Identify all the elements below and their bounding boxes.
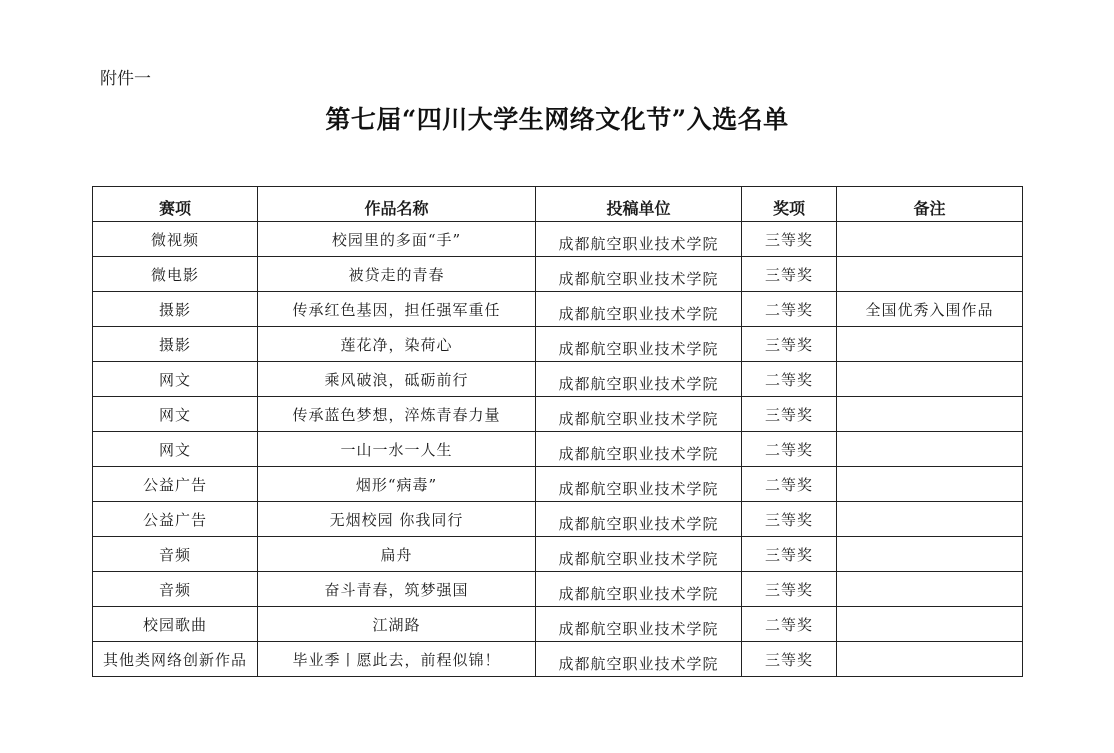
table-row xyxy=(93,502,1023,537)
table-header xyxy=(93,187,1023,222)
cell-award: 二等奖 xyxy=(742,432,837,467)
cell-remarks xyxy=(837,222,1023,257)
cell-work-title: 扁舟 xyxy=(258,537,536,572)
table-row xyxy=(93,642,1023,677)
cell-submitting-unit: 成都航空职业技术学院 xyxy=(536,362,742,397)
cell-remarks: 全国优秀入围作品 xyxy=(837,292,1023,327)
cell-award: 二等奖 xyxy=(742,292,837,327)
cell-award: 三等奖 xyxy=(742,327,837,362)
table-row xyxy=(93,292,1023,327)
cell-remarks xyxy=(837,397,1023,432)
winners-table xyxy=(92,186,1023,677)
cell-remarks xyxy=(837,467,1023,502)
cell-category: 摄影 xyxy=(93,327,258,362)
cell-submitting-unit: 成都航空职业技术学院 xyxy=(536,502,742,537)
cell-category: 音频 xyxy=(93,572,258,607)
cell-submitting-unit: 成都航空职业技术学院 xyxy=(536,642,742,677)
cell-remarks xyxy=(837,572,1023,607)
cell-work-title: 无烟校园 你我同行 xyxy=(258,502,536,537)
header-row xyxy=(93,187,1023,222)
table-row xyxy=(93,327,1023,362)
cell-category: 公益广告 xyxy=(93,467,258,502)
table-row xyxy=(93,572,1023,607)
table-row xyxy=(93,432,1023,467)
cell-category: 校园歌曲 xyxy=(93,607,258,642)
cell-category: 其他类网络创新作品 xyxy=(93,642,258,677)
cell-submitting-unit: 成都航空职业技术学院 xyxy=(536,397,742,432)
table-row xyxy=(93,537,1023,572)
cell-work-title: 校园里的多面“手” xyxy=(258,222,536,257)
cell-category: 音频 xyxy=(93,537,258,572)
cell-work-title: 毕业季丨愿此去，前程似锦！ xyxy=(258,642,536,677)
cell-work-title: 传承蓝色梦想，淬炼青春力量 xyxy=(258,397,536,432)
column-header-work-title: 作品名称 xyxy=(258,187,536,222)
cell-submitting-unit: 成都航空职业技术学院 xyxy=(536,327,742,362)
column-header-remarks: 备注 xyxy=(837,187,1023,222)
table-row xyxy=(93,257,1023,292)
cell-remarks xyxy=(837,257,1023,292)
cell-remarks xyxy=(837,642,1023,677)
cell-work-title: 奋斗青春，筑梦强国 xyxy=(258,572,536,607)
cell-submitting-unit: 成都航空职业技术学院 xyxy=(536,572,742,607)
column-header-submitting-unit: 投稿单位 xyxy=(536,187,742,222)
attachment-label: 附件一 xyxy=(100,69,151,89)
cell-remarks xyxy=(837,432,1023,467)
cell-remarks xyxy=(837,327,1023,362)
cell-submitting-unit: 成都航空职业技术学院 xyxy=(536,222,742,257)
cell-submitting-unit: 成都航空职业技术学院 xyxy=(536,432,742,467)
cell-work-title: 传承红色基因，担任强军重任 xyxy=(258,292,536,327)
cell-work-title: 莲花净，染荷心 xyxy=(258,327,536,362)
cell-category: 微电影 xyxy=(93,257,258,292)
cell-category: 摄影 xyxy=(93,292,258,327)
cell-remarks xyxy=(837,502,1023,537)
cell-work-title: 乘风破浪，砥砺前行 xyxy=(258,362,536,397)
cell-award: 三等奖 xyxy=(742,502,837,537)
cell-category: 网文 xyxy=(93,397,258,432)
cell-category: 网文 xyxy=(93,432,258,467)
cell-remarks xyxy=(837,537,1023,572)
table-row xyxy=(93,397,1023,432)
cell-award: 二等奖 xyxy=(742,362,837,397)
cell-submitting-unit: 成都航空职业技术学院 xyxy=(536,257,742,292)
cell-remarks xyxy=(837,607,1023,642)
cell-category: 网文 xyxy=(93,362,258,397)
table-body xyxy=(93,222,1023,677)
cell-award: 二等奖 xyxy=(742,607,837,642)
column-header-category: 赛项 xyxy=(93,187,258,222)
cell-award: 三等奖 xyxy=(742,642,837,677)
cell-category: 公益广告 xyxy=(93,502,258,537)
cell-award: 三等奖 xyxy=(742,222,837,257)
cell-award: 三等奖 xyxy=(742,572,837,607)
cell-work-title: 一山一水一人生 xyxy=(258,432,536,467)
cell-submitting-unit: 成都航空职业技术学院 xyxy=(536,467,742,502)
table-row xyxy=(93,607,1023,642)
cell-award: 三等奖 xyxy=(742,257,837,292)
cell-award: 三等奖 xyxy=(742,397,837,432)
cell-submitting-unit: 成都航空职业技术学院 xyxy=(536,292,742,327)
cell-work-title: 被贷走的青春 xyxy=(258,257,536,292)
cell-remarks xyxy=(837,362,1023,397)
document-title: 第七届“四川大学生网络文化节”入选名单 xyxy=(325,105,789,134)
cell-work-title: 烟形“病毒” xyxy=(258,467,536,502)
table-row xyxy=(93,362,1023,397)
cell-work-title: 江湖路 xyxy=(258,607,536,642)
table-row xyxy=(93,467,1023,502)
cell-award: 三等奖 xyxy=(742,537,837,572)
cell-category: 微视频 xyxy=(93,222,258,257)
cell-submitting-unit: 成都航空职业技术学院 xyxy=(536,537,742,572)
column-header-award: 奖项 xyxy=(742,187,837,222)
table-row xyxy=(93,222,1023,257)
cell-submitting-unit: 成都航空职业技术学院 xyxy=(536,607,742,642)
cell-award: 二等奖 xyxy=(742,467,837,502)
